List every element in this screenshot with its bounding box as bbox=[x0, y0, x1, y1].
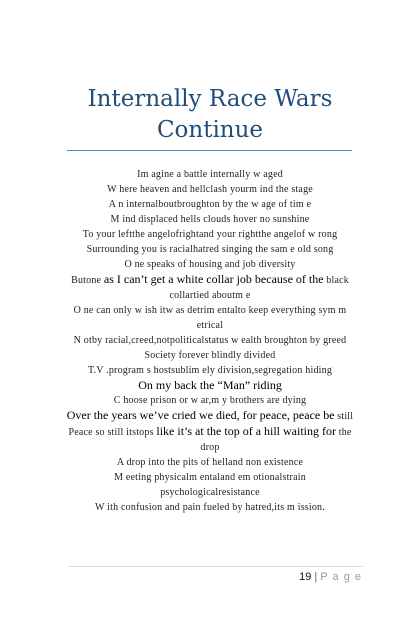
poem-line bbox=[60, 455, 360, 470]
poem-line bbox=[60, 227, 360, 242]
poem-line bbox=[60, 242, 360, 257]
title-divider bbox=[67, 150, 352, 151]
poem-line-segment: A drop into the pits of helland non existence bbox=[116, 457, 304, 468]
poem-line bbox=[60, 182, 360, 197]
poem-line-segment: like it’s at the top of a hill waiting for bbox=[156, 424, 337, 438]
page-number: 19 bbox=[299, 571, 312, 583]
poem-line bbox=[60, 257, 360, 272]
poem-line-segment: On my back the “Man” riding bbox=[138, 378, 282, 392]
poem-line bbox=[60, 197, 360, 212]
document-title bbox=[40, 84, 380, 146]
poem-line-segment: black collartied aboutm e bbox=[169, 275, 349, 301]
poem-line-segment: W here heaven and hellclash yourm ind the stage bbox=[107, 184, 313, 195]
poem-line bbox=[60, 348, 360, 363]
page-footer bbox=[299, 571, 362, 583]
poem-line-segment: Butone bbox=[71, 275, 104, 286]
poem-line-segment: T.V .program s hostsublim ely division,segregation hiding bbox=[87, 365, 333, 376]
poem-line-segment: as I can’t get a white collar job because of the bbox=[103, 272, 324, 286]
poem-line-segment: M eeting physicalm entaland em otionalstrain bbox=[114, 472, 306, 483]
poem-line bbox=[60, 167, 360, 182]
poem-line-segment: Society forever blindly divided bbox=[144, 350, 276, 361]
poem-line bbox=[60, 408, 360, 424]
poem-line-segment: O ne speaks of housing and job diversity bbox=[124, 259, 296, 270]
poem-line-segment: W ith confusion and pain fueled by hatred,its m ission. bbox=[95, 502, 325, 513]
poem-line-segment: the drop bbox=[200, 427, 352, 453]
poem-line-segment: psychologicalresistance bbox=[160, 487, 260, 498]
poem-line bbox=[60, 470, 360, 485]
page-label: P a g e bbox=[320, 571, 362, 583]
poem-line-segment: O ne can only w ish itw as detrim entalto keep everything sym m etrical bbox=[73, 305, 347, 331]
poem-line bbox=[60, 303, 360, 333]
footer-separator: | bbox=[314, 571, 318, 583]
poem-line bbox=[60, 333, 360, 348]
poem-line bbox=[60, 500, 360, 515]
poem-line-segment: C hoose prison or w ar,m y brothers are dying bbox=[113, 395, 307, 406]
poem-line-segment: M ind displaced hells clouds hover no sunshine bbox=[110, 214, 310, 225]
poem-line bbox=[60, 363, 360, 378]
poem-line-segment: Im agine a battle internally w aged bbox=[137, 169, 283, 180]
poem-line-segment: A n internalboutbroughton by the w age of tim e bbox=[108, 199, 312, 210]
poem-line bbox=[60, 378, 360, 393]
poem-line bbox=[60, 424, 360, 455]
poem-line-segment: To your leftthe angelofrightand your rightthe angelof w rong bbox=[82, 229, 338, 240]
poem-line-segment: Surrounding you is racialhatred singing the sam e old song bbox=[86, 244, 334, 255]
poem-line-segment: still bbox=[334, 411, 354, 422]
title-line-1: Internally Race Wars bbox=[87, 86, 333, 112]
poem-line bbox=[60, 272, 360, 303]
footer-divider bbox=[68, 566, 363, 567]
poem-line bbox=[60, 212, 360, 227]
poem-line bbox=[60, 485, 360, 500]
poem-line-segment: Over the years we’ve cried we died, for peace, peace be bbox=[66, 408, 335, 422]
poem-body bbox=[60, 167, 360, 515]
poem-line bbox=[60, 393, 360, 408]
title-line-2: Continue bbox=[156, 117, 264, 143]
poem-line-segment: Peace so still itstops bbox=[68, 427, 157, 438]
poem-line-segment: N otby racial,creed,notpoliticalstatus w ealth broughton by greed bbox=[73, 335, 347, 346]
